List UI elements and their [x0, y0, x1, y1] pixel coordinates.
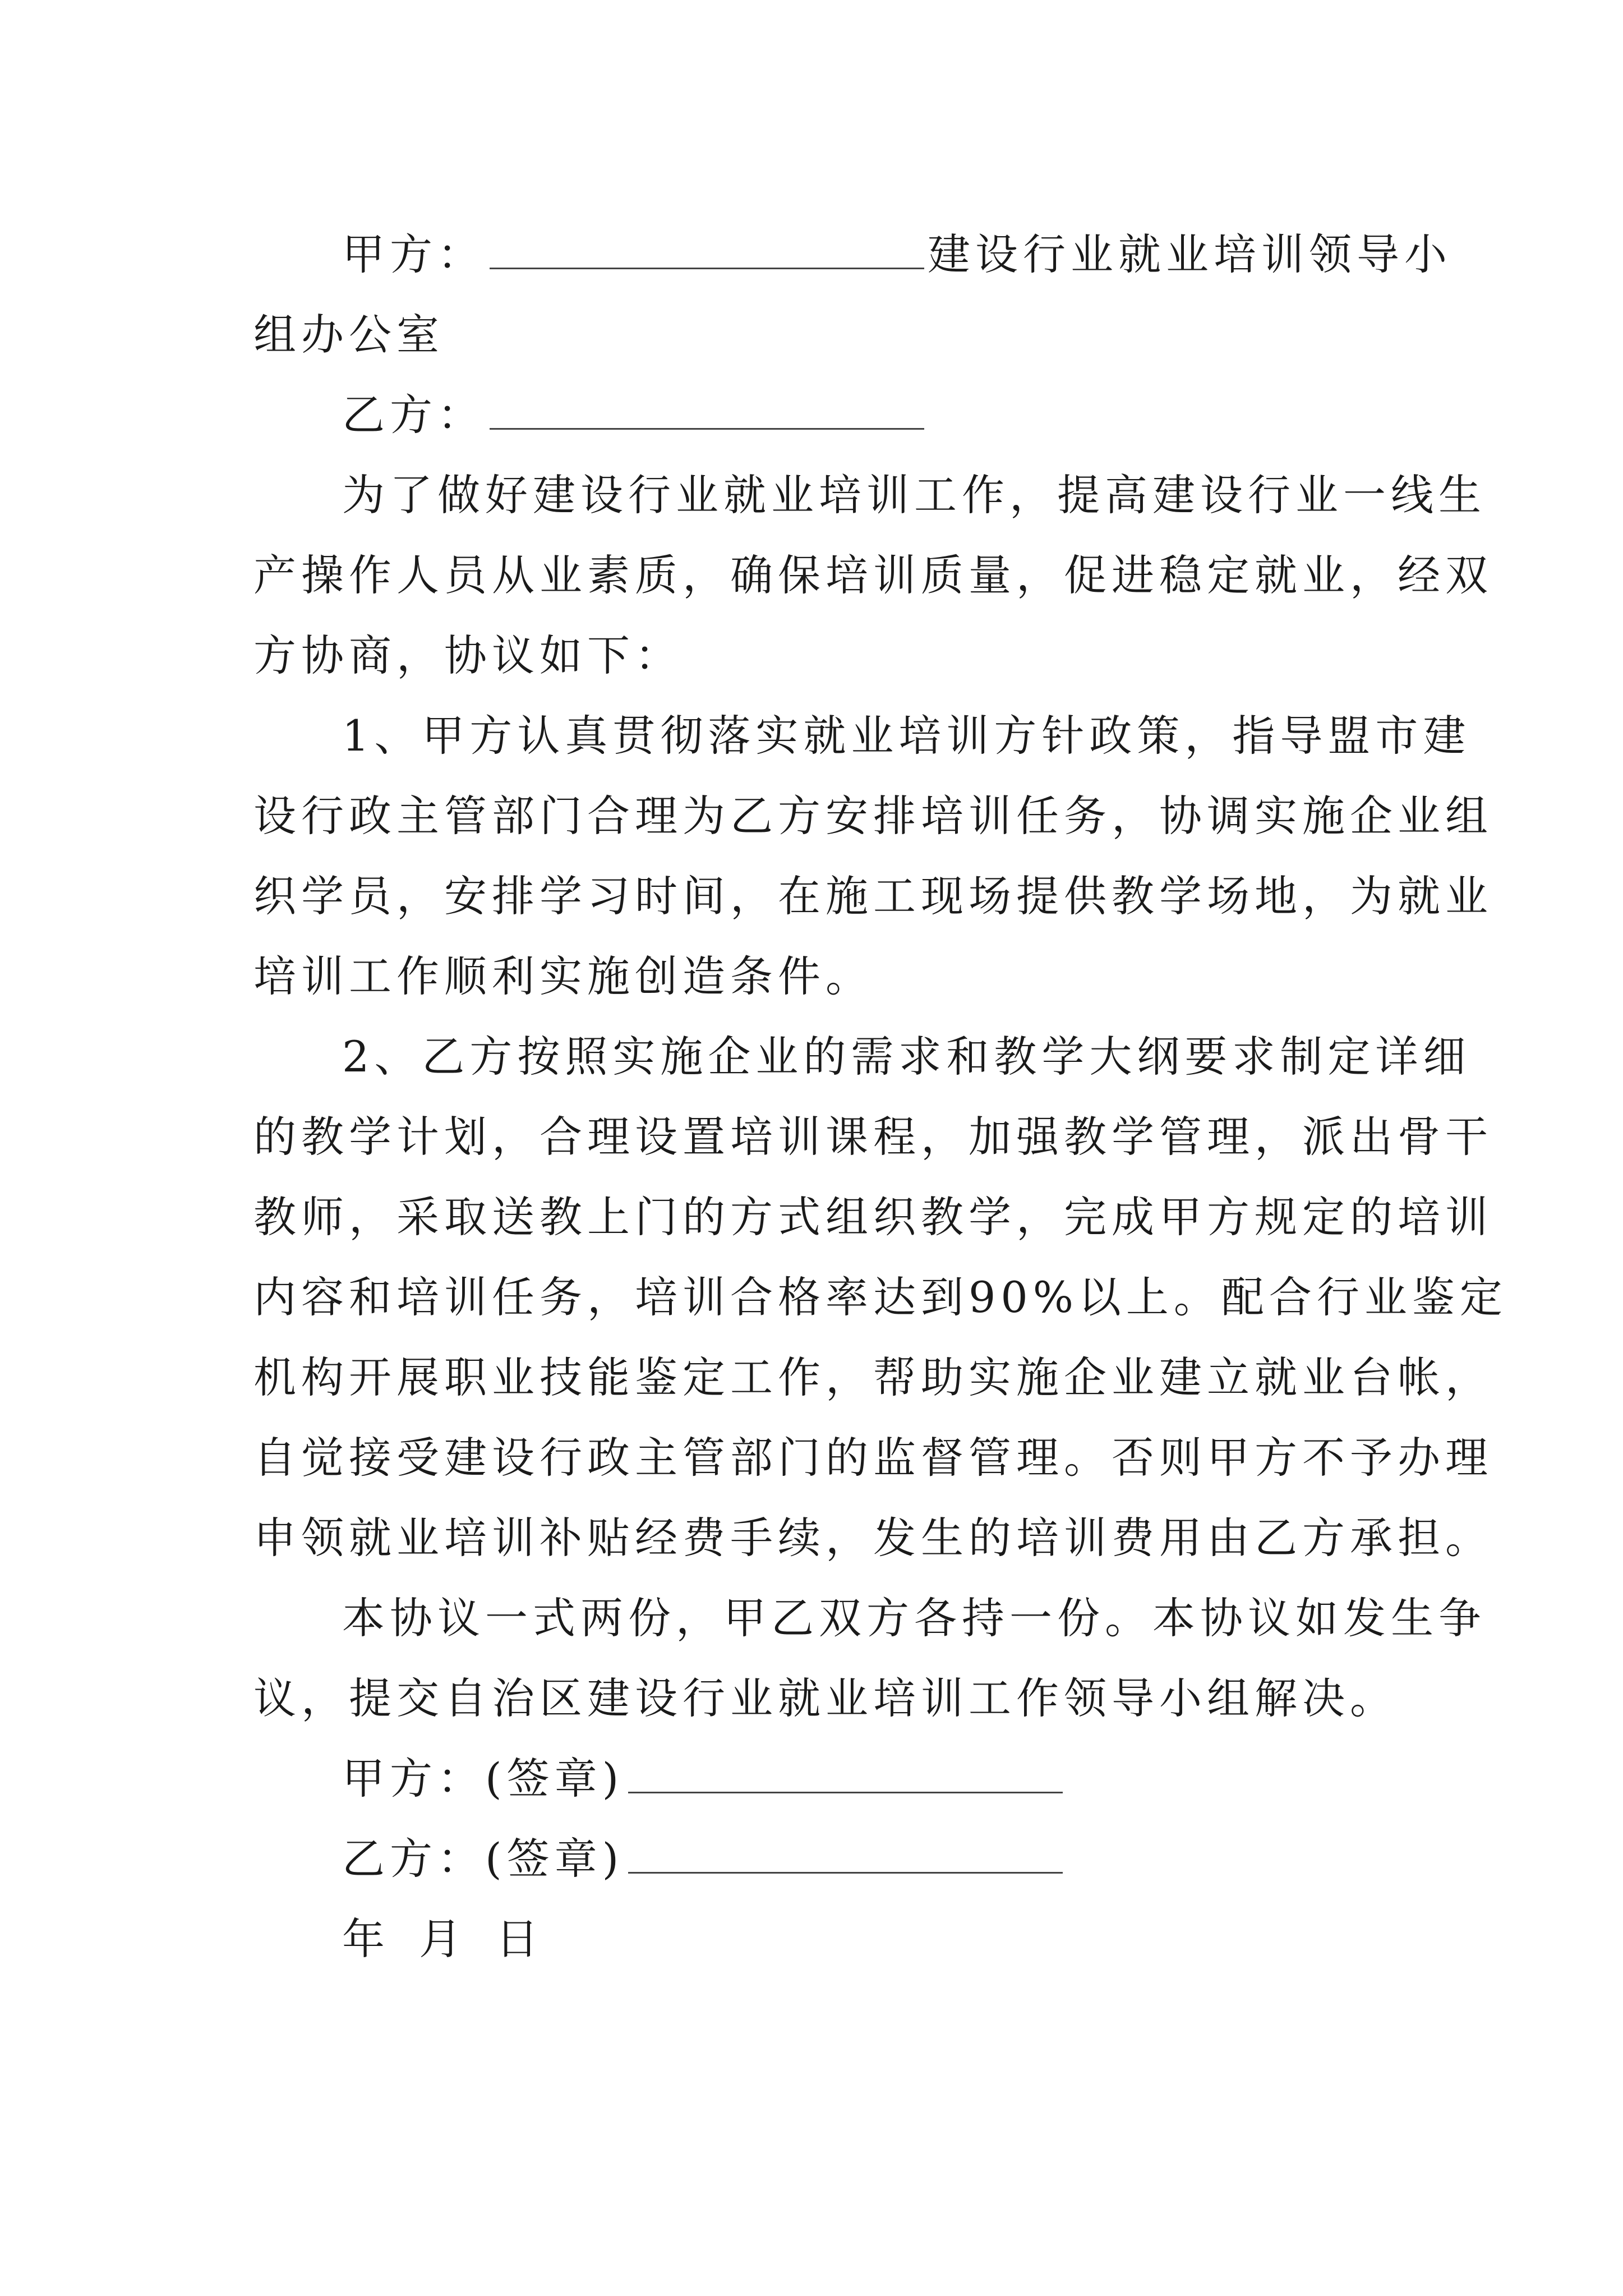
paragraph-line: 内容和培训任务，培训合格率达到90%以上。配合行业鉴定 — [253, 1272, 1507, 1322]
clause-1-paragraph — [253, 696, 1493, 1016]
party-a-suffix: 建设行业就业培训领导小 — [928, 229, 1452, 279]
party-b-signature-blank — [628, 1833, 1063, 1874]
party-a-line — [253, 214, 1452, 295]
paragraph-line: 产操作人员从业素质，确保培训质量，促进稳定就业，经双 — [253, 550, 1493, 600]
date-year: 年 — [342, 1914, 390, 1964]
party-a-signature-line — [253, 1738, 1398, 1819]
paragraph-line: 1、甲方认真贯彻落实就业培训方针政策，指导盟市建 — [342, 711, 1471, 761]
paragraph-line: 的教学计划，合理设置培训课程，加强教学管理，派出骨干 — [253, 1112, 1493, 1162]
paragraph-line: 织学员，安排学习时间，在施工现场提供教学场地，为就业 — [253, 871, 1493, 921]
paragraph-line: 2、乙方按照实施企业的需求和教学大纲要求制定详细 — [342, 1032, 1471, 1082]
party-b-blank — [490, 389, 924, 430]
paragraph-line: 培训工作顺利实施创造条件。 — [253, 951, 873, 1001]
party-b-sign-label: 乙方：(签章) — [342, 1834, 624, 1884]
agreement-body — [253, 214, 1507, 1979]
paragraph-line: 本协议一式两份，甲乙双方各持一份。本协议如发生争 — [342, 1593, 1486, 1643]
intro-paragraph — [253, 455, 1493, 696]
party-a-signature-blank — [628, 1752, 1063, 1793]
party-a-sign-label: 甲方：(签章) — [342, 1754, 624, 1803]
party-a-suffix-cont: 组办公室 — [253, 310, 444, 360]
date-month: 月 — [419, 1914, 467, 1964]
paragraph-line: 方协商，协议如下： — [253, 631, 683, 680]
paragraph-line: 设行政主管部门合理为乙方安排培训任务，协调实施企业组 — [253, 791, 1493, 841]
date-day: 日 — [496, 1914, 543, 1964]
party-b-label: 乙方： — [342, 390, 485, 440]
clause-2-paragraph — [253, 1016, 1507, 1578]
paragraph-line: 为了做好建设行业就业培训工作，提高建设行业一线生 — [342, 470, 1486, 520]
date-line — [253, 1899, 1398, 1979]
party-a-line-cont — [253, 295, 1398, 375]
party-a-blank — [490, 228, 924, 269]
party-a-label: 甲方： — [342, 229, 485, 279]
paragraph-line: 议，提交自治区建设行业就业培训工作领导小组解决。 — [253, 1673, 1398, 1723]
paragraph-line: 教师，采取送教上门的方式组织教学，完成甲方规定的培训 — [253, 1192, 1493, 1242]
paragraph-line: 自觉接受建设行政主管部门的监督管理。否则甲方不予办理 — [253, 1433, 1493, 1483]
party-b-line — [253, 375, 1398, 455]
closing-paragraph — [253, 1578, 1486, 1738]
paragraph-line: 机构开展职业技能鉴定工作，帮助实施企业建立就业台帐， — [253, 1352, 1493, 1402]
party-b-signature-line — [253, 1819, 1398, 1899]
paragraph-line: 申领就业培训补贴经费手续，发生的培训费用由乙方承担。 — [253, 1513, 1493, 1563]
